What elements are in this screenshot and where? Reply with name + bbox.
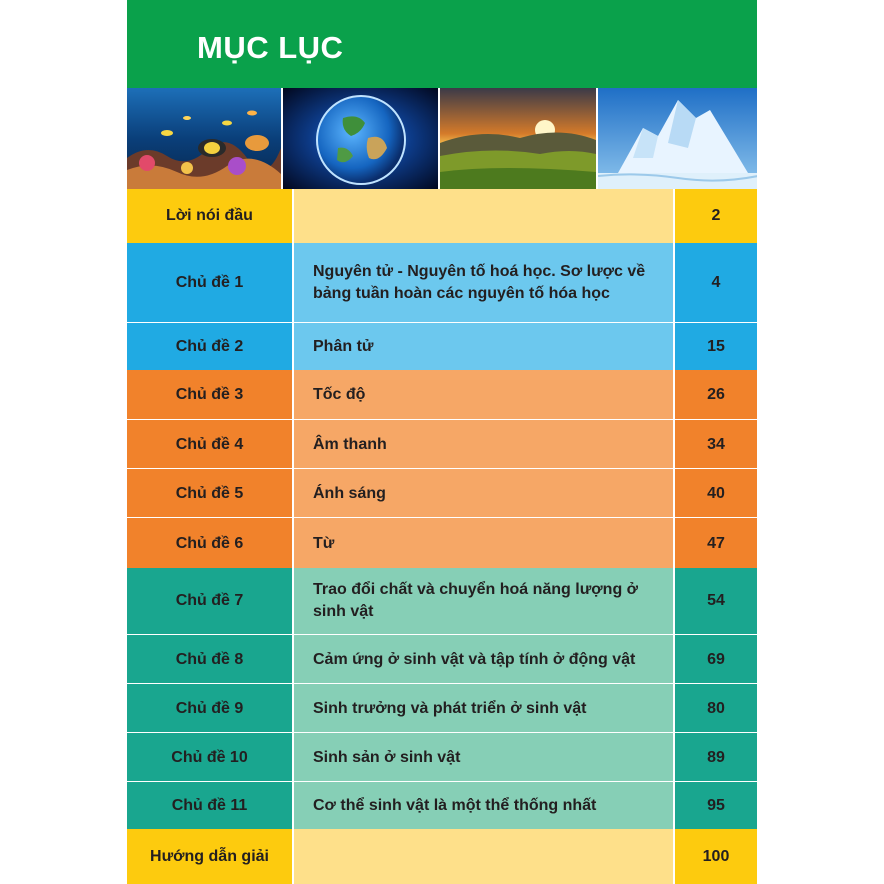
toc-page-number: 95 <box>675 782 757 830</box>
page-title: MỤC LỤC <box>197 30 344 65</box>
toc-title: Ánh sáng <box>292 469 675 518</box>
toc-row-preface[interactable] <box>127 189 757 243</box>
toc-row-topic-7[interactable] <box>127 568 757 634</box>
toc-page-number: 4 <box>675 243 757 322</box>
toc-page-number: 100 <box>675 829 757 884</box>
coral-reef-fish-photo <box>127 88 283 189</box>
toc-label: Chủ đề 4 <box>127 420 292 469</box>
toc-page-number: 34 <box>675 420 757 469</box>
toc-row-topic-9[interactable] <box>127 683 757 733</box>
toc-title: Âm thanh <box>292 420 675 469</box>
toc-row-topic-8[interactable] <box>127 634 757 684</box>
toc-label: Chủ đề 5 <box>127 469 292 518</box>
toc-label: Chủ đề 7 <box>127 568 292 634</box>
toc-title: Cảm ứng ở sinh vật và tập tính ở động vật <box>292 635 675 684</box>
toc-title <box>292 829 675 884</box>
toc-page-number: 2 <box>675 189 757 243</box>
toc-label: Chủ đề 3 <box>127 370 292 419</box>
toc-label: Chủ đề 1 <box>127 243 292 322</box>
toc-label: Chủ đề 2 <box>127 323 292 371</box>
earth-globe-photo <box>283 88 441 189</box>
toc-label: Chủ đề 9 <box>127 684 292 733</box>
toc-row-topic-11[interactable] <box>127 781 757 830</box>
toc-page-number: 26 <box>675 370 757 419</box>
toc-title: Sinh sản ở sinh vật <box>292 733 675 782</box>
toc-label: Lời nói đầu <box>127 189 292 243</box>
toc-title: Từ <box>292 518 675 569</box>
toc-page-number: 40 <box>675 469 757 518</box>
toc-page-number: 69 <box>675 635 757 684</box>
toc-row-solutions[interactable] <box>127 829 757 884</box>
toc-label: Chủ đề 10 <box>127 733 292 782</box>
toc-title: Tốc độ <box>292 370 675 419</box>
toc-page-number: 89 <box>675 733 757 782</box>
toc-label: Chủ đề 8 <box>127 635 292 684</box>
toc-page <box>127 0 757 884</box>
toc-title <box>292 189 675 243</box>
toc-title: Nguyên tử - Nguyên tố hoá học. Sơ lược về bảng tuần hoàn các nguyên tố hóa học <box>292 243 675 322</box>
toc-title: Cơ thể sinh vật là một thể thống nhất <box>292 782 675 830</box>
iceberg-photo <box>598 88 757 189</box>
toc-page-number: 80 <box>675 684 757 733</box>
toc-title: Phân tử <box>292 323 675 371</box>
toc-row-topic-2[interactable] <box>127 322 757 371</box>
toc-row-topic-1[interactable] <box>127 243 757 322</box>
header-band <box>127 0 757 88</box>
toc-row-topic-4[interactable] <box>127 419 757 469</box>
toc-label: Chủ đề 11 <box>127 782 292 830</box>
photo-banner <box>127 88 757 189</box>
toc-label: Hướng dẫn giải <box>127 829 292 884</box>
toc-row-topic-3[interactable] <box>127 370 757 419</box>
sunrise-hills-photo <box>440 88 598 189</box>
toc-row-topic-10[interactable] <box>127 732 757 782</box>
toc-page-number: 15 <box>675 323 757 371</box>
toc-row-topic-6[interactable] <box>127 517 757 569</box>
toc-row-topic-5[interactable] <box>127 468 757 518</box>
toc-label: Chủ đề 6 <box>127 518 292 569</box>
toc-page-number: 54 <box>675 568 757 634</box>
toc-page-number: 47 <box>675 518 757 569</box>
toc-title: Sinh trưởng và phát triển ở sinh vật <box>292 684 675 733</box>
toc-title: Trao đổi chất và chuyển hoá năng lượng ở sinh vật <box>292 568 675 634</box>
